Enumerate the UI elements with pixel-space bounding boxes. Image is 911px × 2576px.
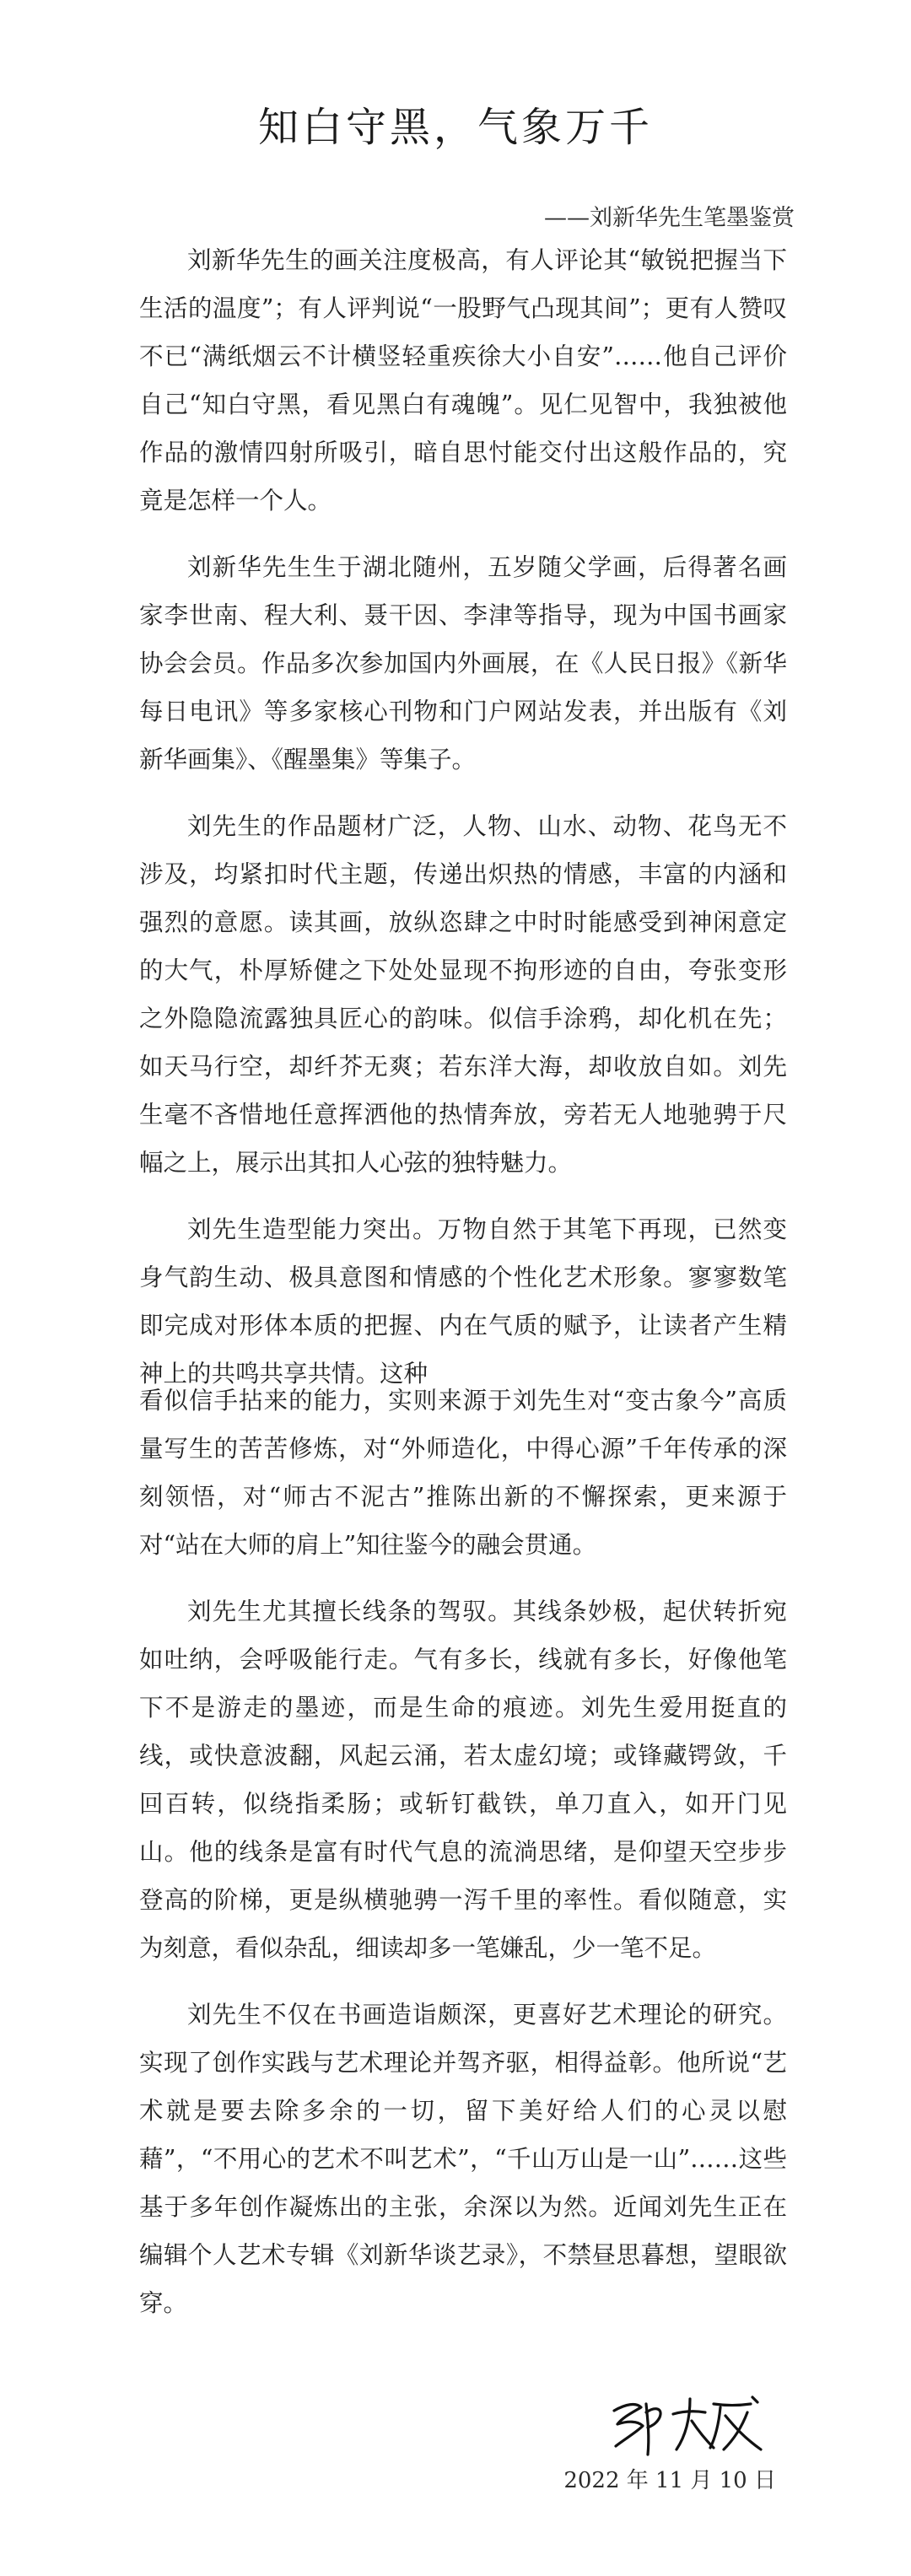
paragraph-1: 刘新华先生的画关注度极高，有人评论其“敏锐把握当下生活的温度”；有人评判说“一股野气凸现其间”；更有人赞叹不已“满纸烟云不计横竖轻重疾徐大小自安”……他自己评价自己“知白守黑，看见黑白有魂魄”。见仁见智中，我独被他作品的激情四射所吸引，暗自思忖能交付出这般作品的，究竟是怎样一个人。 [139,246,787,515]
essay-body-bottom [139,1377,787,2346]
paragraph-3: 刘先生的作品题材广泛，人物、山水、动物、花鸟无不涉及，均紧扣时代主题，传递出炽热的情感，丰富的内涵和强烈的意愿。读其画，放纵恣肆之中时时能感受到神闲意定的大气，朴厚矫健之下处处显现不拘形迹的自由，夸张变形之外隐隐流露独具匠心的韵味。似信手涂鸦，却化机在先；如天马行空，却纤芥无爽；若东洋大海，却收放自如。刘先生毫不吝惜地任意挥洒他的热情奔放，旁若无人地驰骋于尺幅之上，展示出其扣人心弦的独特魅力。 [139,812,787,1177]
paragraph-4-continued: 看似信手拈来的能力，实则来源于刘先生对“变古象今”高质量写生的苦苦修炼，对“外师造化，中得心源”千年传承的深刻领悟，对“师古不泥古”推陈出新的不懈探索，更来源于对“站在大师的肩上”知往鉴今的融会贯通。 [139,1387,787,1559]
paragraph-5: 刘先生尤其擅长线条的驾驭。其线条妙极，起伏转折宛如吐纳，会呼吸能行走。气有多长，线就有多长，好像他笔下不是游走的墨迹，而是生命的痕迹。刘先生爱用挺直的线，或快意波翻，风起云涌，若太虚幻境；或锋藏锷敛，千回百转，似绕指柔肠；或斩钉截铁，单刀直入，如开门见山。他的线条是富有时代气息的流淌思绪，是仰望天空步步登高的阶梯，更是纵横驰骋一泻千里的率性。看似随意，实为刻意，看似杂乱，细读却多一笔嫌乱，少一笔不足。 [139,1598,787,1962]
paragraph-4: 刘先生造型能力突出。万物自然于其笔下再现，已然变身气韵生动、极具意图和情感的个性化艺术形象。寥寥数笔即完成对形体本质的把握、内在气质的赋予，让读者产生精神上的共鸣共享共情。这种 [139,1215,787,1388]
page-title: 知白守黑，气象万千 [257,104,653,151]
subtitle: ——刘新华先生笔墨鉴赏 [544,205,795,231]
essay-body-top [139,236,787,1416]
paragraph-2: 刘新华先生生于湖北随州，五岁随父学画，后得著名画家李世南、程大利、聂干因、李津等指导，现为中国书画家协会会员。作品多次参加国内外画展，在《人民日报》《新华每日电讯》等多家核心刊物和门户网站发表，并出版有《刘新华画集》、《醒墨集》等集子。 [139,553,787,773]
sign-date: 2022 年 11 月 10 日 [563,2468,776,2493]
handwritten-signature [607,2387,768,2463]
paragraph-6: 刘先生不仅在书画造诣颇深，更喜好艺术理论的研究。实现了创作实践与艺术理论并驾齐驱，相得益彰。他所说“艺术就是要去除多余的一切，留下美好给人们的心灵以慰藉”，“不用心的艺术不叫艺术”，“千山万山是一山”……这些基于多年创作凝炼出的主张，余深以为然。近闻刘先生正在编辑个人艺术专辑《刘新华谈艺录》，不禁昼思暮想，望眼欲穿。 [139,2001,787,2317]
